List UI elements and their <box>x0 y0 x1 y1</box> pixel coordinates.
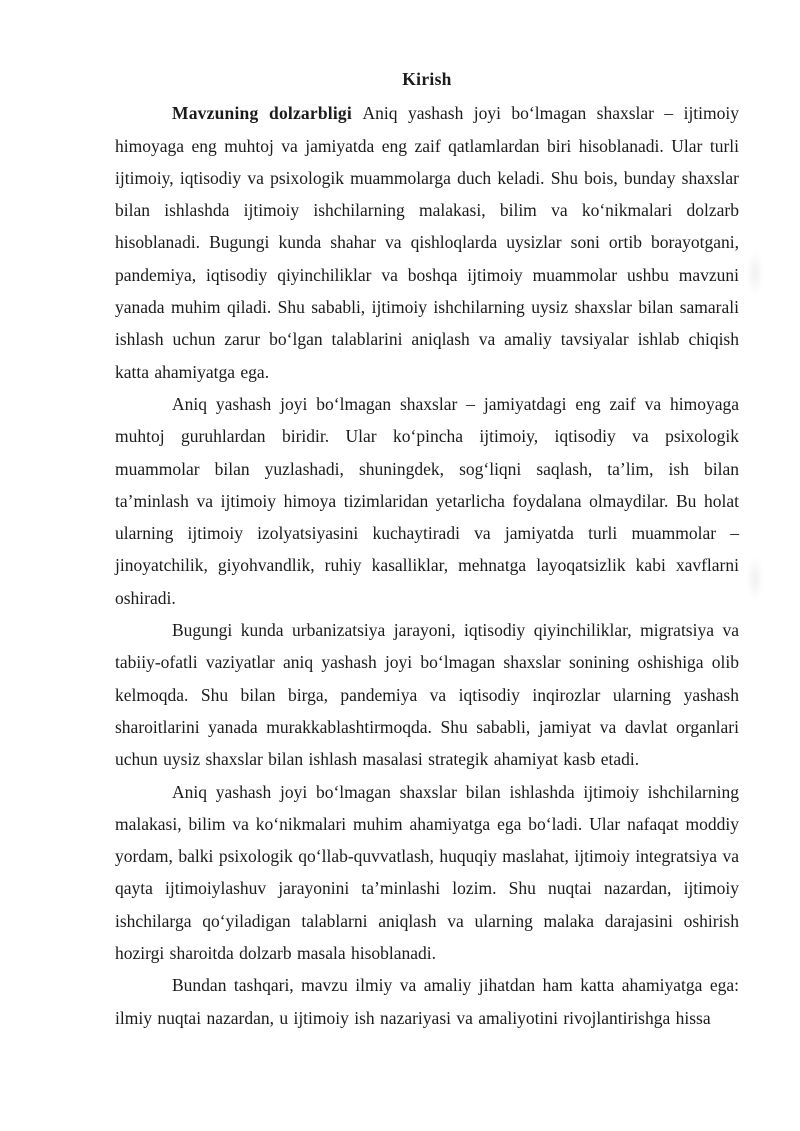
paragraphs-container <box>115 97 739 1034</box>
scan-smudge-artifact <box>746 250 764 296</box>
paragraph: Bugungi kunda urbanizatsiya jarayoni, iqtisodiy qiyinchiliklar, migratsiya va tabiiy-ofatli vaziyatlar aniq yashash joyi bo‘lmagan shaxslar sonining oshishiga olib kelmoqda. Shu bilan birga, pandemiya va iqtisodiy inqirozlar ularning yashash sharoitlarini yanada murakkablashtirmoqda. Shu sababli, jamiyat va davlat organlari uchun uysiz shaxslar bilan ishlash masalasi strategik ahamiyat kasb etadi. <box>115 620 739 770</box>
document-content <box>115 63 739 1034</box>
paragraph: Bundan tashqari, mavzu ilmiy va amaliy jihatdan ham katta ahamiyatga ega: ilmiy nuqtai nazardan, u ijtimoiy ish nazariyasi va amaliyotini rivojlantirishga hissa <box>115 975 739 1028</box>
paragraph: Aniq yashash joyi bo‘lmagan shaxslar bilan ishlashda ijtimoiy ishchilarning malakasi, bilim va ko‘nikmalari muhim ahamiyatga ega bo‘ladi. Ular nafaqat moddiy yordam, balki psixologik qo‘llab-quvvatlash, huquqiy maslahat, ijtimoiy integratsiya va qayta ijtimoiylashuv jarayonini ta’minlashi lozim. Shu nuqtai nazardan, ijtimoiy ishchilarga qo‘yiladigan talablarni aniqlash va ularning malaka darajasini oshirish hozirgi sharoitda dolzarb masala hisoblanadi. <box>115 781 739 964</box>
page-title: Kirish <box>402 69 452 89</box>
paragraph: Mavzuning dolzarbligi Aniq yashash joyi bo‘lmagan shaxslar – ijtimoiy himoyaga eng muhtoj va jamiyatda eng zaif qatlamlardan biri hisoblanadi. Ular turli ijtimoiy, iqtisodiy va psixologik muammolarga duch keladi. Shu bois, bunday shaxslar bilan ishlashda ijtimoiy ishchilarning malakasi, bilim va ko‘nikmalari dolzarb hisoblanadi. Bugungi kunda shahar va qishloqlarda uysizlar soni ortib borayotgani, pandemiya, iqtisodiy qiyinchiliklar va boshqa ijtimoiy muammolar ushbu mavzuni yanada muhim qiladi. Shu sababli, ijtimoiy ishchilarning uysiz shaxslar bilan samarali ishlash uchun zarur bo‘lgan talablarini aniqlash va amaliy tavsiyalar ishlab chiqish katta ahamiyatga ega. <box>115 103 739 382</box>
paragraph-lead: Mavzuning dolzarbligi <box>172 103 363 124</box>
paragraph: Aniq yashash joyi bo‘lmagan shaxslar – jamiyatdagi eng zaif va himoyaga muhtoj guruhlardan biridir. Ular ko‘pincha ijtimoiy, iqtisodiy va psixologik muammolar bilan yuzlashadi, shuningdek, sog‘liqni saqlash, ta’lim, ish bilan ta’minlash va ijtimoiy himoya tizimlaridan yetarlicha foydalana olmaydilar. Bu holat ularning ijtimoiy izolyatsiyasini kuchaytiradi va jamiyatda turli muammolar – jinoyatchilik, giyohvandlik, ruhiy kasalliklar, mehnatga layoqatsizlik kabi xavflarni oshiradi. <box>115 393 739 608</box>
scan-smudge-artifact <box>746 556 764 602</box>
